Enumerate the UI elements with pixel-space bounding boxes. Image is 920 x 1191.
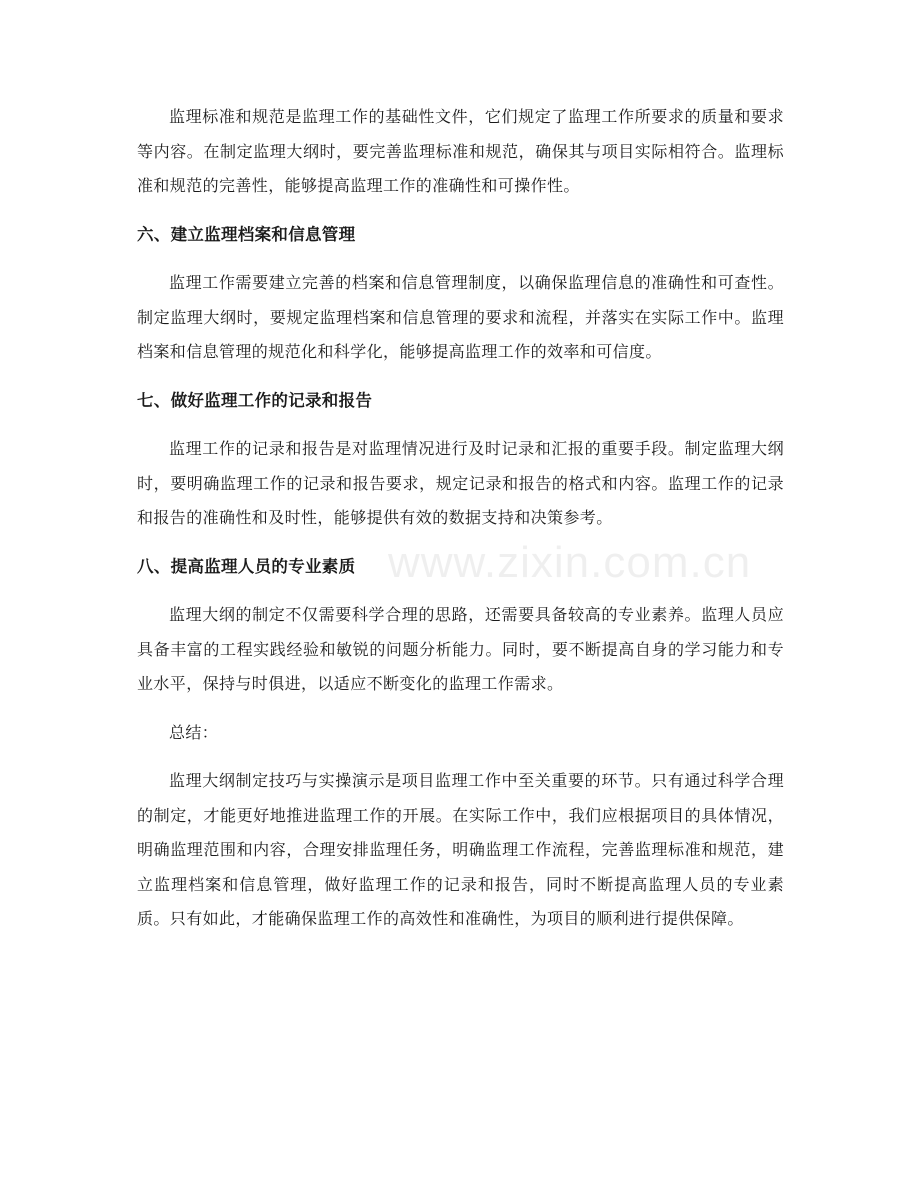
spacer — [137, 252, 784, 266]
watermark-text: www.zixin.com.cn — [388, 538, 752, 587]
heading-section-6: 六、建立监理档案和信息管理 — [137, 224, 356, 244]
document-body — [137, 100, 784, 937]
paragraph-standards: 监理标准和规范是监理工作的基础性文件，它们规定了监理工作所要求的质量和要求等内容。在制定监理大纲时，要完善监理标准和规范，确保其与项目实际相符合。监理标准和规范的完善性，能够提高监理工作的准确性和可操作性。 — [137, 107, 784, 195]
paragraph-section-7: 监理工作的记录和报告是对监理情况进行及时记录和汇报的重要手段。制定监理大纲时，要明确监理工作的记录和报告要求，规定记录和报告的格式和内容。监理工作的记录和报告的准确性和及时性，能够提供有效的数据支持和决策参考。 — [137, 439, 784, 527]
spacer — [137, 702, 784, 716]
paragraph-section-8: 监理大纲的制定不仅需要科学合理的思路，还需要具备较高的专业素养。监理人员应具备丰富的工程实践经验和敏锐的问题分析能力。同时，要不断提高自身的学习能力和专业水平，保持与时俱进，以适应不断变化的监理工作需求。 — [137, 605, 784, 693]
paragraph-section-6: 监理工作需要建立完善的档案和信息管理制度，以确保监理信息的准确性和可查性。制定监理大纲时，要规定监理档案和信息管理的要求和流程，并落实在实际工作中。监理档案和信息管理的规范化和科学化，能够提高监理工作的效率和可信度。 — [137, 273, 784, 361]
spacer — [137, 750, 784, 764]
paragraph-summary: 监理大纲制定技巧与实操演示是项目监理工作中至关重要的环节。只有通过科学合理的制定，才能更好地推进监理工作的开展。在实际工作中，我们应根据项目的具体情况，明确监理范围和内容，合理安排监理任务，明确监理工作流程，完善监理标准和规范，建立监理档案和信息管理，做好监理工作的记录和报告，同时不断提高监理人员的专业素质。只有如此，才能确保监理工作的高效性和准确性，为项目的顺利进行提供保障。 — [137, 771, 784, 928]
spacer — [137, 584, 784, 598]
heading-section-8: 八、提高监理人员的专业素质 — [137, 556, 356, 576]
spacer — [137, 204, 784, 218]
heading-section-7: 七、做好监理工作的记录和报告 — [137, 390, 373, 410]
spacer — [137, 536, 784, 550]
summary-label: 总结： — [169, 722, 219, 742]
spacer — [137, 370, 784, 384]
spacer — [137, 418, 784, 432]
